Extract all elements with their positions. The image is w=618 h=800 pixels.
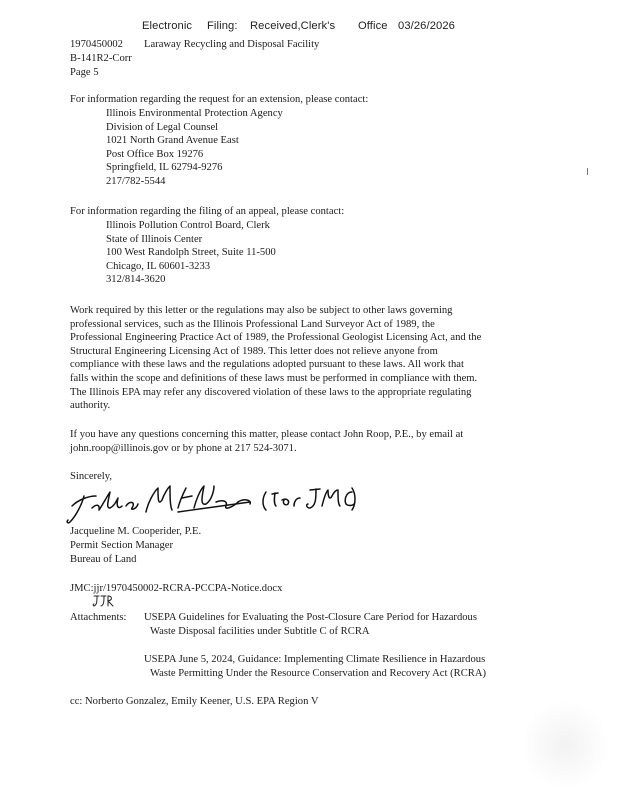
address-line: Illinois Environmental Protection Agency	[106, 108, 283, 119]
filing-stamp-office: Office	[358, 20, 388, 32]
paragraph-line: If you have any questions concerning this matter, please contact John Roop, P.E., by email at	[70, 429, 464, 440]
address-line: Springfield, IL 62794-9276	[106, 162, 223, 174]
signatory-name: Jacqueline M. Cooperider, P.E.	[70, 526, 202, 537]
signature-image	[66, 478, 356, 528]
scan-mark	[587, 168, 588, 175]
address-line: Division of Legal Counsel	[106, 121, 219, 133]
paragraph-line: Work required by this letter or the regulations may also be subject to other laws governing	[70, 305, 453, 316]
signatory-title: Permit Section Manager	[70, 540, 173, 551]
paragraph-line: Professional Engineering Practice Act of 1989, the Professional Geologist Licensing Act, and the	[70, 332, 482, 344]
extension-address	[106, 107, 283, 189]
scan-smudge	[520, 700, 610, 790]
attachment-line: Waste Disposal facilities under Subtitle C of RCRA	[150, 625, 370, 637]
paragraph-line: falls within the scope and definitions of these laws must be performed in compliance with them.	[70, 372, 478, 384]
closing: Sincerely,	[70, 471, 112, 482]
attachment-line: Waste Permitting Under the Resource Conservation and Recovery Act (RCRA)	[150, 667, 487, 679]
header-page-number: Page 5	[70, 67, 99, 78]
attachments-label: Attachments:	[70, 612, 127, 623]
cc-line: cc: Norberto Gonzalez, Emily Keener, U.S. EPA Region V	[70, 696, 319, 707]
address-line: State of Illinois Center	[106, 233, 203, 245]
paragraph-line: Structural Engineering Licensing Act of 1989. This letter does not relieve anyone from	[70, 345, 438, 357]
extension-intro: For information regarding the request for an extension, please contact:	[70, 94, 369, 105]
header-permit-number: B-141R2-Corr	[70, 53, 132, 64]
address-line: 312/814-3620	[106, 274, 166, 286]
filing-stamp-electronic: Electronic	[142, 20, 193, 32]
paragraph-line: compliance with these laws and the regulations adopted pursuant to these laws. All work that	[70, 359, 464, 371]
address-line: Post Office Box 19276	[106, 148, 204, 160]
attachment-item	[144, 653, 487, 680]
address-line: 217/782-5544	[106, 175, 166, 187]
paragraph-line: authority.	[70, 400, 111, 412]
paragraph-line: professional services, such as the Illinois Professional Land Surveyor Act of 1989, the	[70, 318, 435, 330]
header-facility-name: Laraway Recycling and Disposal Facility	[144, 39, 320, 50]
contact-paragraph	[70, 428, 550, 455]
filing-stamp-filing: Filing:	[207, 20, 238, 32]
address-line: 1021 North Grand Avenue East	[106, 135, 239, 147]
attachment-line: USEPA Guidelines for Evaluating the Post-Closure Care Period for Hazardous	[144, 612, 477, 623]
appeal-address	[106, 219, 276, 287]
paragraph-line: The Illinois EPA may refer any discovered violation of these laws to the appropriate regulating	[70, 386, 472, 398]
attachment-item	[144, 611, 477, 638]
body-paragraph	[70, 304, 550, 413]
filing-stamp-date: 03/26/2026	[398, 20, 455, 32]
handwritten-initials	[92, 593, 114, 609]
address-line: 100 West Randolph Street, Suite 11-500	[106, 247, 276, 259]
attachment-line: USEPA June 5, 2024, Guidance: Implementing Climate Resilience in Hazardous	[144, 654, 486, 665]
address-line: Chicago, IL 60601-3233	[106, 260, 211, 272]
paragraph-line: john.roop@illinois.gov or by phone at 217 524-3071.	[70, 442, 297, 454]
reference-line: JMC:jjr/1970450002-RCRA-PCCPA-Notice.docx	[70, 583, 283, 594]
address-line: Illinois Pollution Control Board, Clerk	[106, 220, 270, 231]
header-facility-id: 1970450002	[70, 39, 123, 50]
appeal-intro: For information regarding the filing of an appeal, please contact:	[70, 206, 345, 217]
signatory-bureau: Bureau of Land	[70, 554, 137, 565]
filing-stamp-received: Received,Clerk's	[250, 20, 336, 32]
